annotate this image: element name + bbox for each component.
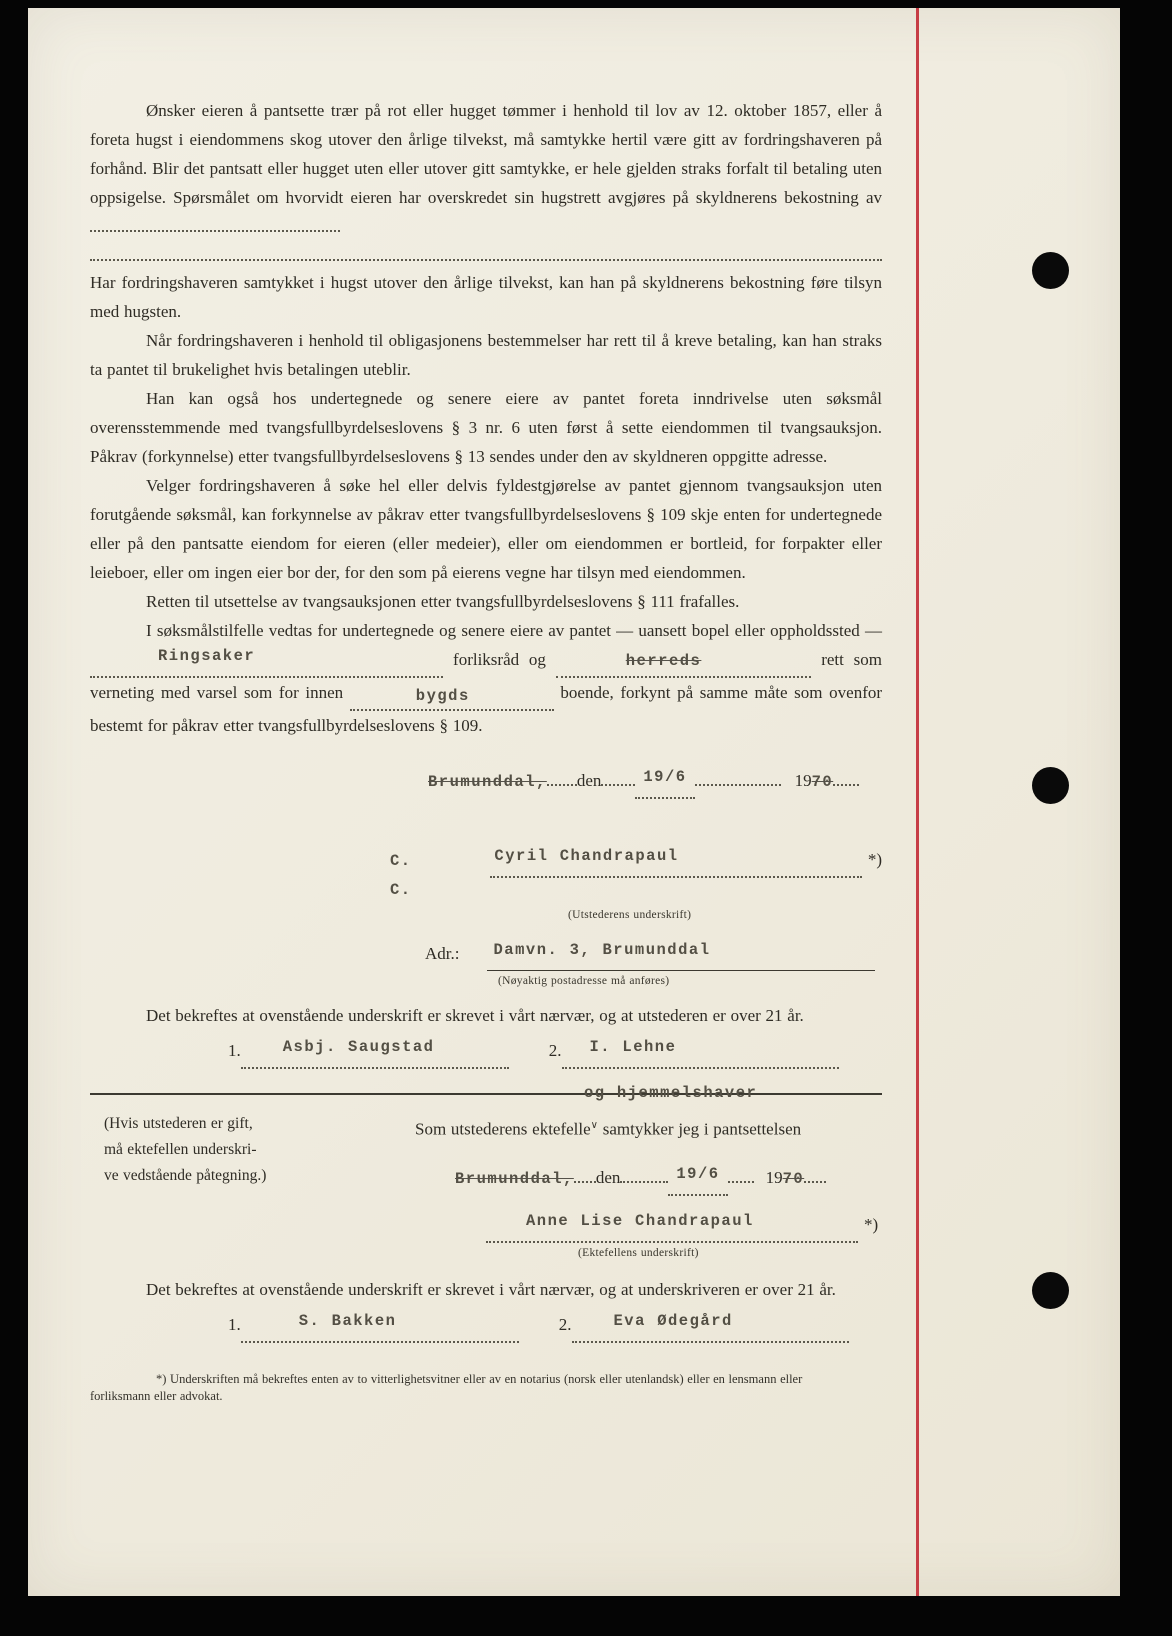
- dotted-rule: [90, 250, 882, 261]
- typed-year-2: 70: [782, 1169, 805, 1188]
- dotted-leader: [601, 771, 635, 786]
- typed-year: 70: [811, 773, 834, 791]
- witness-number: 2.: [558, 1314, 572, 1334]
- issuer-attestation: Det bekreftes at ovenstående underskrift er skrevet i vårt nærvær, og at utstederen er over 21 år.: [146, 1006, 804, 1025]
- consent-text-b: samtykker jeg i pantsettelsen: [602, 1119, 802, 1139]
- timber-clause-text: Ønsker eieren å pantsette trær på rot eller hugget tømmer i henhold til lov av 12. oktober 1857, eller å foreta hugst i eiendommens skog utover den årlige tilvekst, må samtykke hertil være gitt av fordringshaveren på forhånd. Blir det pantsatt eller hugget uten eller utover gitt samtykke, er hele gjelden straks forfalt til betaling uten oppsigelse. Spørsmålet om hvorvidt eieren har overskredet sin hugstrett avgjøres på skyldnerens bekostning av: [90, 101, 882, 207]
- paragraph-timber-clause: [90, 96, 882, 241]
- punch-hole: [1032, 1272, 1069, 1309]
- spouse-note-line-2: må ektefellen underskri-: [104, 1141, 257, 1158]
- section-divider: [90, 1084, 882, 1102]
- spouse-section: [90, 1111, 882, 1196]
- paragraph-consent-inspection: Har fordringshaveren samtykket i hugst utover den årlige tilvekst, kan han på skyldnerens bekostning føre tilsyn med hugsten.: [90, 273, 882, 321]
- typed-place-2: Brumunddal,: [455, 1169, 574, 1188]
- address-line: [487, 939, 875, 971]
- paragraph-forced-sale: Velger fordringshaveren å søke hel eller delvis fyldestgjørelse av pantet gjennom tvangsauksjon uten forutgående søksmål, kan forkynnelse av påkrav etter tvangsfullbyrdelseslovens § 109 skje enten for undertegnede eller på den pantsatte eiendom for eieren (eller medeier), eller om eiendommen er bortleid, for forpakter eller leieboer, eller om ingen eier bor der, for den som på eierens vegne har tilsyn med eiendommen.: [90, 476, 882, 582]
- margin-red-line: [916, 8, 919, 1596]
- paragraph-waiver: Retten til utsettelse av tvangsauksjonen etter tvangsfullbyrdelseslovens § 111 frafalles.: [146, 592, 740, 611]
- witness-line: [241, 1310, 519, 1343]
- insertion-caret: ∨: [590, 1120, 598, 1131]
- spouse-note: [104, 1111, 362, 1196]
- venue-text-d: boende, forkynt på samme måte som ovenfor bestemt for påkrav etter tvangsfullbyrdelseslovens § 109.: [90, 683, 883, 735]
- venue-text-b: forliksråd og: [453, 650, 546, 669]
- dotted-leader: [90, 217, 340, 232]
- court-type-fill-in: [556, 645, 812, 678]
- dotted-leader: [620, 1168, 668, 1183]
- signature-footnote-mark: *): [867, 850, 882, 869]
- document-paper: [28, 8, 1120, 1596]
- spouse-witness-row: [228, 1310, 882, 1343]
- issuer-signature-row: [390, 845, 882, 905]
- issuer-witness-row: [228, 1036, 882, 1069]
- typed-day: 19/6: [643, 768, 687, 786]
- punch-hole: [1032, 252, 1069, 289]
- venue-fill-in: [90, 645, 443, 678]
- spouse-signature-row: [486, 1210, 882, 1243]
- typed-spouse-signature: Anne Lise Chandrapaul: [526, 1211, 754, 1230]
- day-fill-in: [635, 766, 694, 799]
- typed-address: Damvn. 3, Brumunddal: [493, 941, 711, 959]
- date-line-issuer: [428, 766, 882, 799]
- typed-initials: C. C.: [390, 852, 412, 899]
- typed-witness-4: Eva Ødegård: [613, 1311, 733, 1330]
- typed-day-2: 19/6: [676, 1164, 720, 1183]
- typed-witness-1: Asbj. Saugstad: [282, 1038, 435, 1056]
- spouse-consent-block: [415, 1111, 880, 1196]
- footnote: *) Underskriften må bekreftes enten av to vitterlighetsvitner eller av en notarius (norsk eller utenlandsk) eller en lensmann eller forliksmann eller advokat.: [90, 1371, 803, 1403]
- punch-hole: [1032, 767, 1069, 804]
- spouse-signature-caption: (Ektefellens underskrift): [578, 1246, 699, 1259]
- address-label: Adr.:: [425, 944, 460, 963]
- address-row: [425, 939, 882, 971]
- witness-line: [562, 1036, 839, 1069]
- spouse-signature-line: [486, 1210, 858, 1243]
- typed-venue: Ringsaker: [158, 647, 256, 665]
- witness-line: [572, 1310, 849, 1343]
- typed-issuer-signature: Cyril Chandrapaul: [494, 847, 679, 865]
- spouse-note-line-1: (Hvis utstederen er gift,: [104, 1115, 253, 1132]
- dotted-leader: [728, 1168, 754, 1183]
- day-fill-in-2: [668, 1163, 727, 1196]
- paragraph-venue: [90, 616, 882, 740]
- district-fill-in: [350, 678, 554, 711]
- dotted-leader: [547, 771, 577, 786]
- label-century-2: 19: [765, 1167, 783, 1187]
- witness-number: 1.: [228, 1314, 241, 1334]
- signature-footnote-mark: *): [864, 1214, 879, 1234]
- witness-line: [241, 1036, 509, 1069]
- paragraph-enforcement: Han kan også hos undertegnede og senere eiere av pantet foreta inndrivelse uten søksmål overensstemmende med tvangsfullbyrdelseslovens § 3 nr. 6 uten først å sette eiendommen til tvangsauksjon. Påkrav (forkynnelse) etter tvangsfullbyrdelseslovens § 13 sendes under den av skyldneren oppgitte adresse.: [90, 389, 882, 466]
- paragraph-right-to-claim: Når fordringshaveren i henhold til obligasjonens bestemmelser har rett til å kreve betaling, kan han straks ta pantet til brukelighet hvis betalingen uteblir.: [90, 331, 882, 379]
- spouse-note-line-3: ve vedstående påtegning.): [104, 1167, 267, 1184]
- address-caption: (Nøyaktig postadresse må anføres): [498, 975, 670, 987]
- divider-line: [90, 1093, 882, 1095]
- typed-addition-hjemmelshaver: og hjemmelshaver: [584, 1084, 758, 1102]
- issuer-signature-caption: (Utstederens underskrift): [568, 909, 692, 921]
- document-content: [90, 96, 882, 1405]
- dotted-leader: [833, 771, 859, 786]
- spouse-consent-line: [415, 1111, 880, 1144]
- dotted-leader: [804, 1168, 826, 1183]
- typed-witness-2: I. Lehne: [589, 1038, 677, 1056]
- venue-text-a: I søksmålstilfelle vedtas for undertegnede og senere eiere av pantet — uansett bopel eller oppholdssted —: [146, 621, 882, 640]
- label-den-2: den: [595, 1167, 621, 1187]
- label-century: 19: [794, 771, 812, 790]
- typed-place: Brumunddal,: [428, 773, 547, 791]
- witness-number: 2.: [548, 1041, 562, 1060]
- dotted-leader: [574, 1168, 596, 1183]
- venue-text-c: rett som verneting med varsel som for innen: [90, 650, 882, 702]
- issuer-signature-line: [490, 845, 861, 878]
- witness-number: 1.: [228, 1041, 241, 1060]
- date-line-spouse: [455, 1163, 880, 1196]
- typed-witness-3: S. Bakken: [298, 1311, 397, 1330]
- label-den: den: [576, 771, 602, 790]
- typed-district: bygds: [415, 687, 470, 705]
- spouse-attestation: Det bekreftes at ovenstående underskrift er skrevet i vårt nærvær, og at underskriveren er over 21 år.: [146, 1279, 836, 1299]
- typed-court-type: herreds: [625, 652, 702, 670]
- consent-text-a: Som utstederens ektefelle: [415, 1119, 591, 1139]
- dotted-leader: [695, 771, 781, 786]
